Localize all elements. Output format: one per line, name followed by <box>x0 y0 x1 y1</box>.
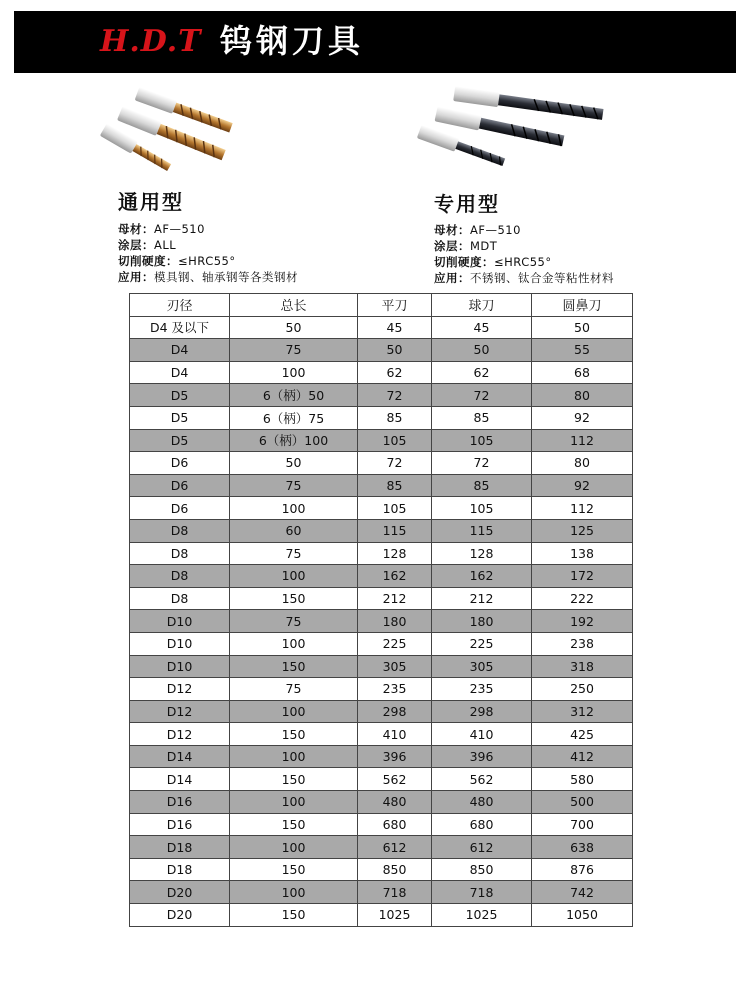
cell-ball-end: 212 <box>432 587 532 610</box>
cell-flat-end: 480 <box>358 791 432 814</box>
special-type-specs <box>434 222 614 286</box>
cell-total-length: 6（柄）75 <box>230 406 358 429</box>
cell-corner-radius: 700 <box>532 813 633 836</box>
cell-diameter: D8 <box>130 542 230 565</box>
spec-label: 应用 ： <box>434 271 470 285</box>
cell-total-length: 150 <box>230 858 358 881</box>
cell-diameter: D20 <box>130 904 230 927</box>
table-row <box>130 813 633 836</box>
table-row <box>130 768 633 791</box>
cell-corner-radius: 425 <box>532 723 633 746</box>
cell-diameter: D4 <box>130 361 230 384</box>
cell-total-length: 150 <box>230 813 358 836</box>
cell-total-length: 75 <box>230 474 358 497</box>
cell-ball-end: 1025 <box>432 904 532 927</box>
cell-total-length: 100 <box>230 745 358 768</box>
table-row <box>130 700 633 723</box>
cell-diameter: D12 <box>130 723 230 746</box>
page-title: 钨钢刀具 <box>220 22 365 60</box>
cell-total-length: 100 <box>230 836 358 859</box>
header-flat-end: 平刀 <box>358 294 432 317</box>
cell-ball-end: 180 <box>432 610 532 633</box>
cell-diameter: D20 <box>130 881 230 904</box>
spec-value: 不锈钢、钛合金等粘性材料 <box>470 271 614 285</box>
spec-row <box>434 254 614 270</box>
cell-ball-end: 718 <box>432 881 532 904</box>
cell-diameter: D4 <box>130 339 230 362</box>
cell-corner-radius: 192 <box>532 610 633 633</box>
cell-total-length: 50 <box>230 452 358 475</box>
table-row <box>130 655 633 678</box>
size-spec-table <box>129 293 633 927</box>
cell-flat-end: 85 <box>358 474 432 497</box>
cell-flat-end: 850 <box>358 858 432 881</box>
cell-flat-end: 225 <box>358 632 432 655</box>
cell-flat-end: 72 <box>358 384 432 407</box>
table-header-row <box>130 294 633 317</box>
general-type-title: 通用型 <box>118 190 184 214</box>
cell-total-length: 100 <box>230 565 358 588</box>
spec-value: ≤HRC55° <box>494 255 552 269</box>
cell-flat-end: 45 <box>358 316 432 339</box>
cell-ball-end: 105 <box>432 429 532 452</box>
spec-value: 模具钢、轴承钢等各类钢材 <box>154 270 298 284</box>
cell-diameter: D10 <box>130 655 230 678</box>
cell-diameter: D10 <box>130 632 230 655</box>
cell-diameter: D8 <box>130 519 230 542</box>
cell-flat-end: 85 <box>358 406 432 429</box>
cell-corner-radius: 112 <box>532 497 633 520</box>
cell-ball-end: 50 <box>432 339 532 362</box>
cell-corner-radius: 638 <box>532 836 633 859</box>
cell-flat-end: 105 <box>358 497 432 520</box>
table-row <box>130 858 633 881</box>
cell-total-length: 50 <box>230 316 358 339</box>
header-ball-end: 球刀 <box>432 294 532 317</box>
cell-ball-end: 85 <box>432 474 532 497</box>
cell-flat-end: 718 <box>358 881 432 904</box>
cell-ball-end: 235 <box>432 678 532 701</box>
spec-label: 涂层 ： <box>434 239 470 253</box>
cell-flat-end: 410 <box>358 723 432 746</box>
table-row <box>130 836 633 859</box>
cell-total-length: 150 <box>230 587 358 610</box>
cell-diameter: D6 <box>130 452 230 475</box>
cell-diameter: D16 <box>130 791 230 814</box>
table-row <box>130 610 633 633</box>
cell-diameter: D8 <box>130 587 230 610</box>
cell-ball-end: 410 <box>432 723 532 746</box>
spec-row <box>434 270 614 286</box>
cell-flat-end: 396 <box>358 745 432 768</box>
cell-diameter: D12 <box>130 678 230 701</box>
cell-flat-end: 50 <box>358 339 432 362</box>
cell-flat-end: 235 <box>358 678 432 701</box>
spec-label: 应用 ： <box>118 270 154 284</box>
cell-diameter: D5 <box>130 429 230 452</box>
cell-diameter: D18 <box>130 858 230 881</box>
spec-label: 切削硬度 ： <box>118 254 178 268</box>
spec-label: 切削硬度 ： <box>434 255 494 269</box>
cell-corner-radius: 500 <box>532 791 633 814</box>
cell-total-length: 75 <box>230 610 358 633</box>
table-row <box>130 565 633 588</box>
cell-corner-radius: 55 <box>532 339 633 362</box>
cell-total-length: 75 <box>230 339 358 362</box>
spec-label: 涂层 ： <box>118 238 154 252</box>
cell-flat-end: 62 <box>358 361 432 384</box>
cell-total-length: 100 <box>230 700 358 723</box>
cell-ball-end: 298 <box>432 700 532 723</box>
cell-total-length: 150 <box>230 655 358 678</box>
cell-corner-radius: 312 <box>532 700 633 723</box>
cell-corner-radius: 92 <box>532 406 633 429</box>
table-row <box>130 406 633 429</box>
cell-flat-end: 305 <box>358 655 432 678</box>
cell-diameter: D6 <box>130 474 230 497</box>
table-row <box>130 497 633 520</box>
spec-value: ≤HRC55° <box>178 254 236 268</box>
table-row <box>130 723 633 746</box>
table-row <box>130 384 633 407</box>
table-row <box>130 316 633 339</box>
spec-value: MDT <box>470 239 498 253</box>
cell-ball-end: 850 <box>432 858 532 881</box>
gold-coated-end-mill-icon <box>100 80 260 175</box>
general-type-specs <box>118 221 298 285</box>
cell-ball-end: 305 <box>432 655 532 678</box>
cell-ball-end: 115 <box>432 519 532 542</box>
spec-row <box>118 269 298 285</box>
cell-total-length: 75 <box>230 678 358 701</box>
cell-corner-radius: 580 <box>532 768 633 791</box>
spec-value: AF—510 <box>470 223 521 237</box>
table-row <box>130 745 633 768</box>
cell-corner-radius: 412 <box>532 745 633 768</box>
cell-corner-radius: 112 <box>532 429 633 452</box>
cell-diameter: D14 <box>130 768 230 791</box>
cell-flat-end: 212 <box>358 587 432 610</box>
cell-diameter: D16 <box>130 813 230 836</box>
header-corner-radius: 圆鼻刀 <box>532 294 633 317</box>
cell-flat-end: 612 <box>358 836 432 859</box>
table-row <box>130 881 633 904</box>
cell-corner-radius: 222 <box>532 587 633 610</box>
cell-diameter: D6 <box>130 497 230 520</box>
spec-row <box>118 221 298 237</box>
cell-ball-end: 612 <box>432 836 532 859</box>
cell-diameter: D8 <box>130 565 230 588</box>
cell-ball-end: 562 <box>432 768 532 791</box>
cell-flat-end: 180 <box>358 610 432 633</box>
cell-total-length: 6（柄）50 <box>230 384 358 407</box>
cell-total-length: 150 <box>230 723 358 746</box>
table-row <box>130 587 633 610</box>
cell-ball-end: 72 <box>432 384 532 407</box>
spec-row <box>434 238 614 254</box>
cell-diameter: D10 <box>130 610 230 633</box>
cell-corner-radius: 138 <box>532 542 633 565</box>
cell-flat-end: 115 <box>358 519 432 542</box>
table-row <box>130 474 633 497</box>
cell-total-length: 60 <box>230 519 358 542</box>
cell-ball-end: 105 <box>432 497 532 520</box>
cell-total-length: 100 <box>230 497 358 520</box>
table-row <box>130 542 633 565</box>
table-row <box>130 429 633 452</box>
cell-total-length: 100 <box>230 881 358 904</box>
cell-ball-end: 480 <box>432 791 532 814</box>
cell-corner-radius: 125 <box>532 519 633 542</box>
spec-row <box>434 222 614 238</box>
table-row <box>130 632 633 655</box>
cell-flat-end: 680 <box>358 813 432 836</box>
cell-ball-end: 85 <box>432 406 532 429</box>
spec-row <box>118 253 298 269</box>
spec-label: 母材 ： <box>118 222 154 236</box>
table-row <box>130 452 633 475</box>
cell-diameter: D4 及以下 <box>130 316 230 339</box>
cell-corner-radius: 238 <box>532 632 633 655</box>
cell-ball-end: 128 <box>432 542 532 565</box>
cell-total-length: 75 <box>230 542 358 565</box>
spec-value: ALL <box>154 238 177 252</box>
cell-flat-end: 562 <box>358 768 432 791</box>
cell-ball-end: 396 <box>432 745 532 768</box>
brand-logo: H.D.T <box>100 24 202 59</box>
cell-total-length: 150 <box>230 768 358 791</box>
cell-corner-radius: 80 <box>532 452 633 475</box>
cell-corner-radius: 318 <box>532 655 633 678</box>
cell-diameter: D14 <box>130 745 230 768</box>
cell-flat-end: 105 <box>358 429 432 452</box>
cell-corner-radius: 80 <box>532 384 633 407</box>
cell-corner-radius: 68 <box>532 361 633 384</box>
cell-total-length: 150 <box>230 904 358 927</box>
table-row <box>130 791 633 814</box>
spec-row <box>118 237 298 253</box>
cell-total-length: 6（柄）100 <box>230 429 358 452</box>
cell-diameter: D12 <box>130 700 230 723</box>
cell-flat-end: 128 <box>358 542 432 565</box>
cell-corner-radius: 876 <box>532 858 633 881</box>
cell-diameter: D5 <box>130 384 230 407</box>
cell-corner-radius: 50 <box>532 316 633 339</box>
cell-ball-end: 225 <box>432 632 532 655</box>
black-coated-end-mill-icon <box>414 80 614 170</box>
cell-corner-radius: 92 <box>532 474 633 497</box>
cell-ball-end: 45 <box>432 316 532 339</box>
cell-flat-end: 162 <box>358 565 432 588</box>
table-row <box>130 361 633 384</box>
cell-corner-radius: 742 <box>532 881 633 904</box>
table-row <box>130 678 633 701</box>
cell-flat-end: 298 <box>358 700 432 723</box>
cell-ball-end: 72 <box>432 452 532 475</box>
cell-corner-radius: 250 <box>532 678 633 701</box>
spec-label: 母材 ： <box>434 223 470 237</box>
cell-ball-end: 162 <box>432 565 532 588</box>
header-banner <box>14 11 736 73</box>
cell-corner-radius: 1050 <box>532 904 633 927</box>
cell-total-length: 100 <box>230 791 358 814</box>
cell-flat-end: 72 <box>358 452 432 475</box>
cell-diameter: D18 <box>130 836 230 859</box>
cell-corner-radius: 172 <box>532 565 633 588</box>
cell-total-length: 100 <box>230 632 358 655</box>
header-total-length: 总长 <box>230 294 358 317</box>
table-row <box>130 519 633 542</box>
spec-value: AF—510 <box>154 222 205 236</box>
table-row <box>130 339 633 362</box>
cell-ball-end: 62 <box>432 361 532 384</box>
table-row <box>130 904 633 927</box>
cell-ball-end: 680 <box>432 813 532 836</box>
special-type-title: 专用型 <box>434 192 500 216</box>
cell-flat-end: 1025 <box>358 904 432 927</box>
cell-diameter: D5 <box>130 406 230 429</box>
cell-total-length: 100 <box>230 361 358 384</box>
header-diameter: 刃径 <box>130 294 230 317</box>
